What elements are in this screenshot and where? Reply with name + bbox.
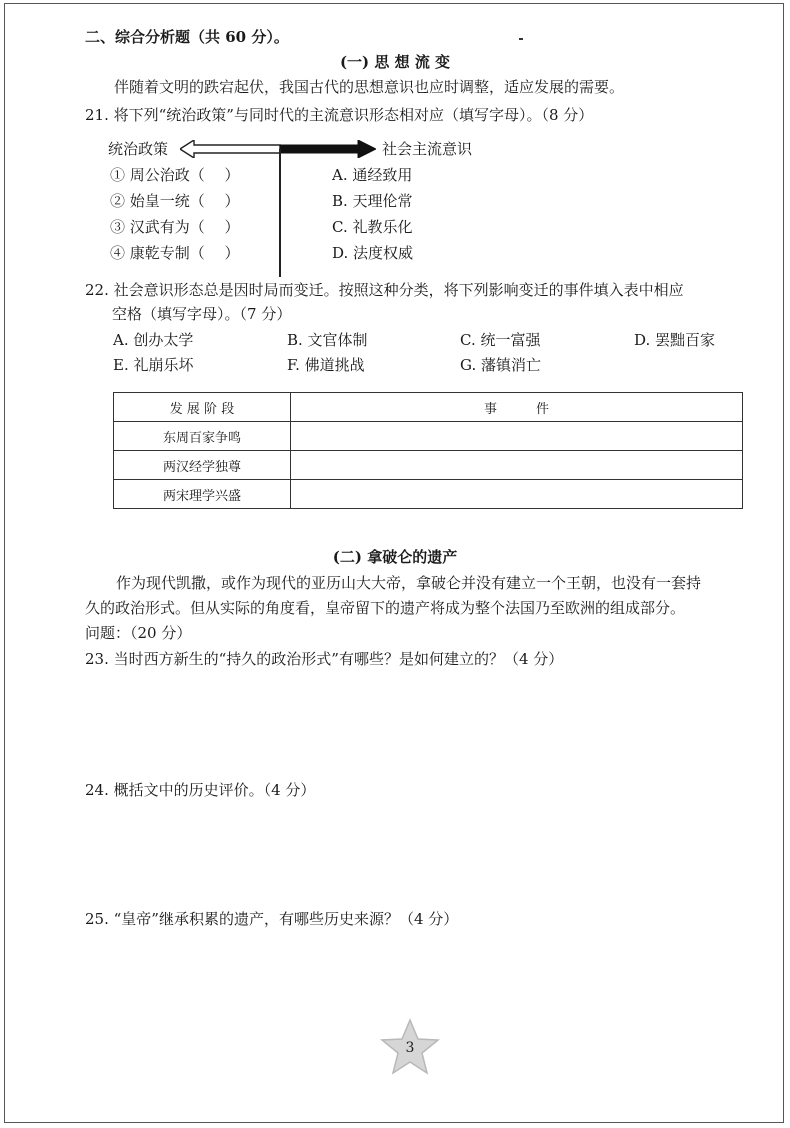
questions-label: 问题：（20 分） xyxy=(85,624,192,642)
option-b: B. 文官体制 xyxy=(287,331,368,349)
policy-item-3: ③ 汉武有为（ ） xyxy=(110,218,240,236)
event-table xyxy=(113,392,743,509)
ideology-item-c: C. 礼教乐化 xyxy=(332,218,413,236)
part2-title: (二) 拿破仑的遗产 xyxy=(332,548,458,566)
section-title: 二、综合分析题（共 60 分）。 xyxy=(85,28,289,46)
policy-item-1: ① 周公治政（ ） xyxy=(110,166,240,184)
part2-para-line2: 久的政治形式。但从实际的角度看，皇帝留下的遗产将成为整个法国乃至欧洲的组成部分。 xyxy=(85,599,686,617)
event-answer-cell[interactable] xyxy=(291,451,743,480)
part2-para-line1: 作为现代凯撒，或作为现代的亚历山大大帝，拿破仑并没有建立一个王朝，也没有一套持 xyxy=(116,574,702,592)
option-c: C. 统一富强 xyxy=(460,331,541,349)
header-event: 事 件 xyxy=(291,393,743,422)
divider-line xyxy=(279,149,281,277)
header-stage: 发 展 阶 段 xyxy=(114,393,291,422)
table-header-row xyxy=(114,393,743,422)
policy-item-4: ④ 康乾专制（ ） xyxy=(110,244,240,262)
question-22-line2: 空格（填写字母）。（7 分） xyxy=(112,305,292,323)
table-row xyxy=(114,480,743,509)
double-arrow-icon xyxy=(180,140,376,158)
question-25: 25. “皇帝”继承积累的遗产，有哪些历史来源？（4 分） xyxy=(85,910,459,928)
ideology-item-a: A. 通经致用 xyxy=(332,166,413,184)
part1-intro: 伴随着文明的跌宕起伏，我国古代的思想意识也应时调整，适应发展的需要。 xyxy=(114,78,625,96)
option-a: A. 创办太学 xyxy=(113,331,194,349)
question-24: 24. 概括文中的历史评价。（4 分） xyxy=(85,781,316,799)
ideology-heading: 社会主流意识 xyxy=(382,140,473,158)
option-f: F. 佛道挑战 xyxy=(287,356,365,374)
stage-cell: 两宋理学兴盛 xyxy=(114,480,291,509)
ideology-item-d: D. 法度权威 xyxy=(332,244,414,262)
page-number: 3 xyxy=(405,1040,415,1056)
stage-cell: 东周百家争鸣 xyxy=(114,422,291,451)
option-e: E. 礼崩乐坏 xyxy=(113,356,194,374)
policy-item-2: ② 始皇一统（ ） xyxy=(110,192,240,210)
event-answer-cell[interactable] xyxy=(291,480,743,509)
policy-heading: 统治政策 xyxy=(108,140,169,158)
question-21: 21. 将下列“统治政策”与同时代的主流意识形态相对应（填写字母）。（8 分） xyxy=(85,106,594,124)
question-23: 23. 当时西方新生的“持久的政治形式”有哪些？是如何建立的？（4 分） xyxy=(85,650,564,668)
ideology-item-b: B. 天理伦常 xyxy=(332,192,413,210)
stray-mark xyxy=(519,38,523,40)
stage-cell: 两汉经学独尊 xyxy=(114,451,291,480)
question-22-line1: 22. 社会意识形态总是因时局而变迁。按照这种分类，将下列影响变迁的事件填入表中相应 xyxy=(85,281,684,299)
table-row xyxy=(114,422,743,451)
option-d: D. 罢黜百家 xyxy=(634,331,716,349)
part1-title: (一) 思 想 流 变 xyxy=(339,53,451,71)
option-g: G. 藩镇消亡 xyxy=(460,356,541,374)
event-answer-cell[interactable] xyxy=(291,422,743,451)
table-row xyxy=(114,451,743,480)
